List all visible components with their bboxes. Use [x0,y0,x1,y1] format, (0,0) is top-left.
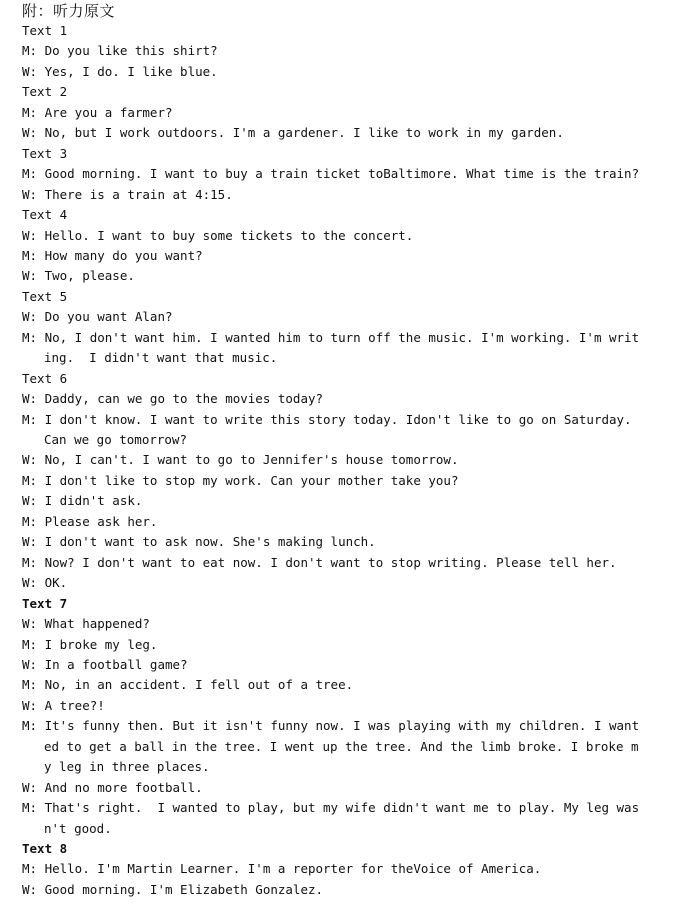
transcript-line-continuation: y leg in three places. [44,759,210,775]
transcript-line: W: Hello. I want to buy some tickets to the concert. [22,227,414,243]
transcript-line: M: It's funny then. But it isn't funny now. I was playing with my children. I want [22,718,640,734]
transcript-line: M: Hello. I'm Martin Learner. I'm a reporter for theVoice of America. [22,861,542,877]
transcript-line: M: Do you like this shirt? [22,43,218,59]
transcript-line: W: Yes, I do. I like blue. [22,63,218,79]
section-label: Text 3 [22,145,68,161]
transcript-line: W: There is a train at 4:15. [22,186,233,202]
transcript-line: W: Daddy, can we go to the movies today? [22,391,324,407]
transcript-line: M: That's right. I wanted to play, but my wife didn't want me to play. My leg was [22,800,640,816]
transcript-line: W: Do you want Alan? [22,309,173,325]
transcript-line: W: No, I can't. I want to go to Jennifer's house tomorrow. [22,452,459,468]
transcript-line-continuation: ed to get a ball in the tree. I went up the tree. And the limb broke. I broke m [44,738,639,754]
transcript-line: M: I don't like to stop my work. Can your mother take you? [22,472,459,488]
section-label: Text 7 [22,595,68,611]
transcript-line-continuation: Can we go tomorrow? [44,432,187,447]
transcript-line: M: Are you a farmer? [22,104,173,120]
transcript-line: W: A tree?! [22,697,105,713]
transcript-line-continuation: n't good. [44,820,112,836]
transcript-line-continuation: ing. I didn't want that music. [44,350,278,366]
transcript-line: W: Good morning. I'm Elizabeth Gonzalez. [22,881,324,897]
section-label: Text 6 [22,370,68,386]
transcript-line: M: I don't know. I want to write this story today. Idon't like to go on Saturday. [22,411,632,427]
transcript-line: W: OK. [22,575,68,591]
section-label: Text 5 [22,288,68,304]
transcript-line: W: I didn't ask. [22,493,143,509]
transcript-line: W: No, but I work outdoors. I'm a gardener. I like to work in my garden. [22,125,564,141]
section-label: Text 1 [22,23,68,38]
transcript-line: W: What happened? [22,616,150,632]
page-title: 附：听力原文 [22,2,116,20]
transcript-line: M: Please ask her. [22,513,158,529]
transcript-line: W: In a football game? [22,656,188,672]
transcript-line: M: No, I don't want him. I wanted him to turn off the music. I'm working. I'm writ [22,329,640,345]
transcript-line: M: How many do you want? [22,247,203,263]
section-label: Text 4 [22,207,68,223]
transcript-line: M: Now? I don't want to eat now. I don't want to stop writing. Please tell her. [22,554,617,570]
transcript-line: W: And no more football. [22,779,203,795]
section-label: Text 8 [22,841,68,856]
transcript-line: M: I broke my leg. [22,636,158,652]
transcript-line: M: No, in an accident. I fell out of a tree. [22,677,354,693]
transcript-line: W: I don't want to ask now. She's making lunch. [22,534,376,550]
section-label: Text 2 [22,84,68,100]
transcript-line: M: Good morning. I want to buy a train ticket toBaltimore. What time is the train? [22,166,640,182]
transcript-line: W: Two, please. [22,268,135,284]
